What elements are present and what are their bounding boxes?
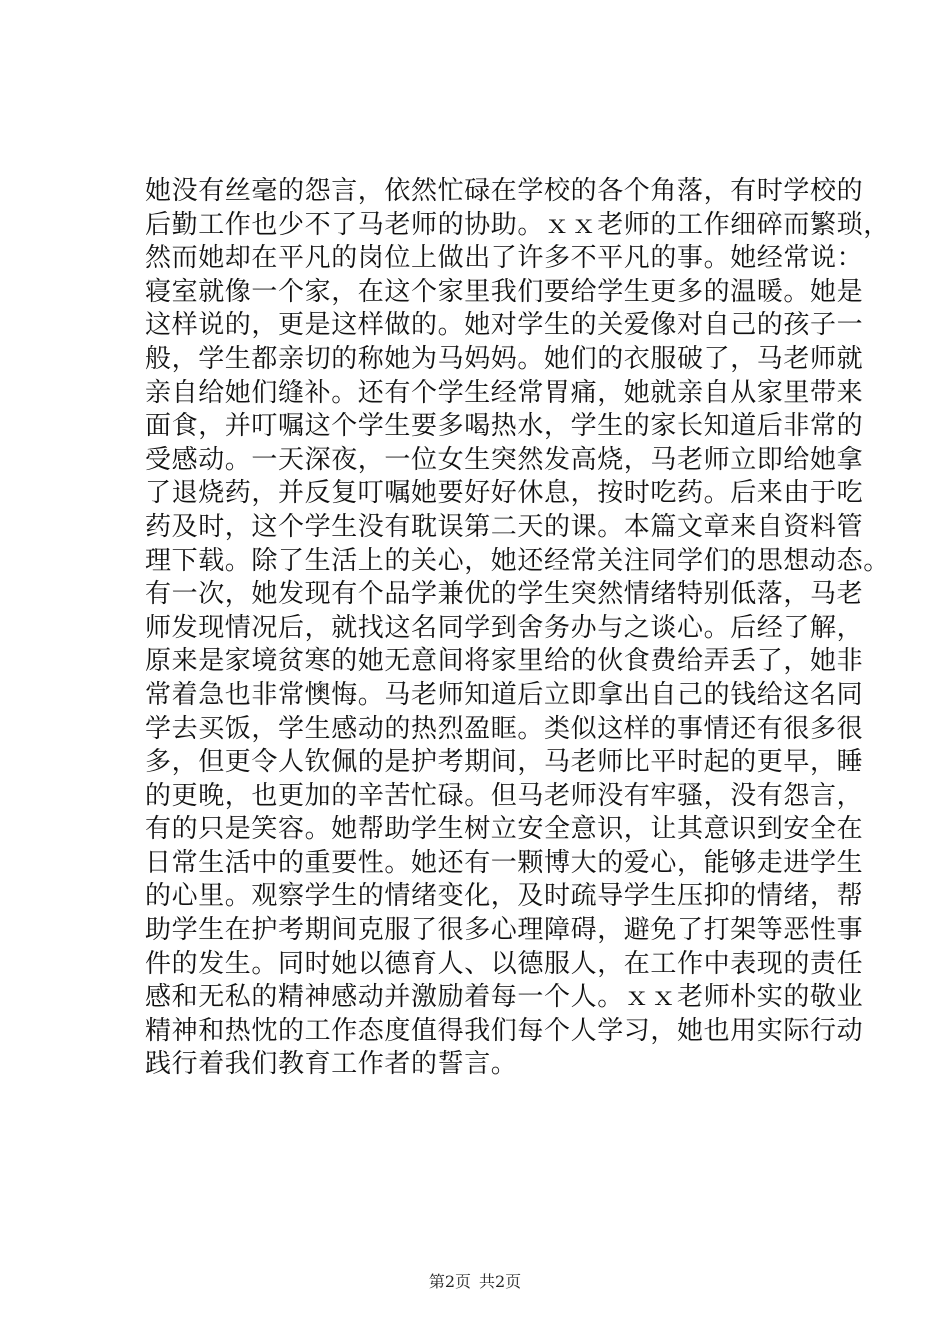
text-line: 药及时，这个学生没有耽误第二天的课。本篇文章来自资料管 <box>145 511 864 542</box>
text-line: 助学生在护考期间克服了很多心理障碍，避免了打架等恶性事 <box>145 915 864 946</box>
text-line: 践行着我们教育工作者的誓言。 <box>145 1049 518 1080</box>
text-line: 原来是家境贫寒的她无意间将家里给的伙食费给弄丢了，她非 <box>145 646 864 677</box>
text-line: 亲自给她们缝补。还有个学生经常胃痛，她就亲自从家里带来 <box>145 377 864 408</box>
text-line: 寝室就像一个家，在这个家里我们要给学生更多的温暖。她是 <box>145 276 864 307</box>
text-line: 受感动。一天深夜，一位女生突然发高烧，马老师立即给她拿 <box>145 444 864 475</box>
text-line: 然而她却在平凡的岗位上做出了许多不平凡的事。她经常说： <box>145 243 864 274</box>
body-paragraph <box>145 175 890 1082</box>
text-line: 感和无私的精神感动并激励着每一个人。ｘｘ老师朴实的敬业 <box>145 982 864 1013</box>
text-line: 了退烧药，并反复叮嘱她要好好休息，按时吃药。后来由于吃 <box>145 478 864 509</box>
text-line: 她没有丝毫的怨言，依然忙碌在学校的各个角落，有时学校的 <box>145 176 864 206</box>
text-line: 这样说的，更是这样做的。她对学生的关爱像对自己的孩子一 <box>145 310 864 341</box>
text-line: 后勤工作也少不了马老师的协助。ｘｘ老师的工作细碎而繁琐， <box>145 209 890 240</box>
text-line: 有的只是笑容。她帮助学生树立安全意识，让其意识到安全在 <box>145 814 864 845</box>
text-line: 面食，并叮嘱这个学生要多喝热水，学生的家长知道后非常的 <box>145 411 864 442</box>
text-line: 般，学生都亲切的称她为马妈妈。她们的衣服破了，马老师就 <box>145 343 864 374</box>
text-line: 有一次，她发现有个品学兼优的学生突然情绪特别低落，马老 <box>145 579 864 610</box>
text-line: 理下载。除了生活上的关心，她还经常关注同学们的思想动态。 <box>145 545 890 576</box>
text-line: 师发现情况后，就找这名同学到舍务办与之谈心。后经了解， <box>145 612 864 643</box>
text-line: 的心里。观察学生的情绪变化，及时疏导学生压抑的情绪，帮 <box>145 881 864 912</box>
text-line: 的更晚，也更加的辛苦忙碌。但马老师没有牢骚，没有怨言， <box>145 780 864 811</box>
text-line: 日常生活中的重要性。她还有一颗博大的爱心，能够走进学生 <box>145 847 864 878</box>
text-line: 常着急也非常懊悔。马老师知道后立即拿出自己的钱给这名同 <box>145 679 864 710</box>
text-line: 精神和热忱的工作态度值得我们每个人学习，她也用实际行动 <box>145 1015 864 1046</box>
page-number-current: 第2页 <box>428 1272 471 1291</box>
text-line: 件的发生。同时她以德育人、以德服人，在工作中表现的责任 <box>145 948 864 979</box>
text-line: 多，但更令人钦佩的是护考期间，马老师比平时起的更早，睡 <box>145 747 864 778</box>
page-number-total: 共2页 <box>479 1272 522 1291</box>
page-footer <box>0 1272 950 1292</box>
text-line: 学去买饭，学生感动的热烈盈眶。类似这样的事情还有很多很 <box>145 713 864 744</box>
